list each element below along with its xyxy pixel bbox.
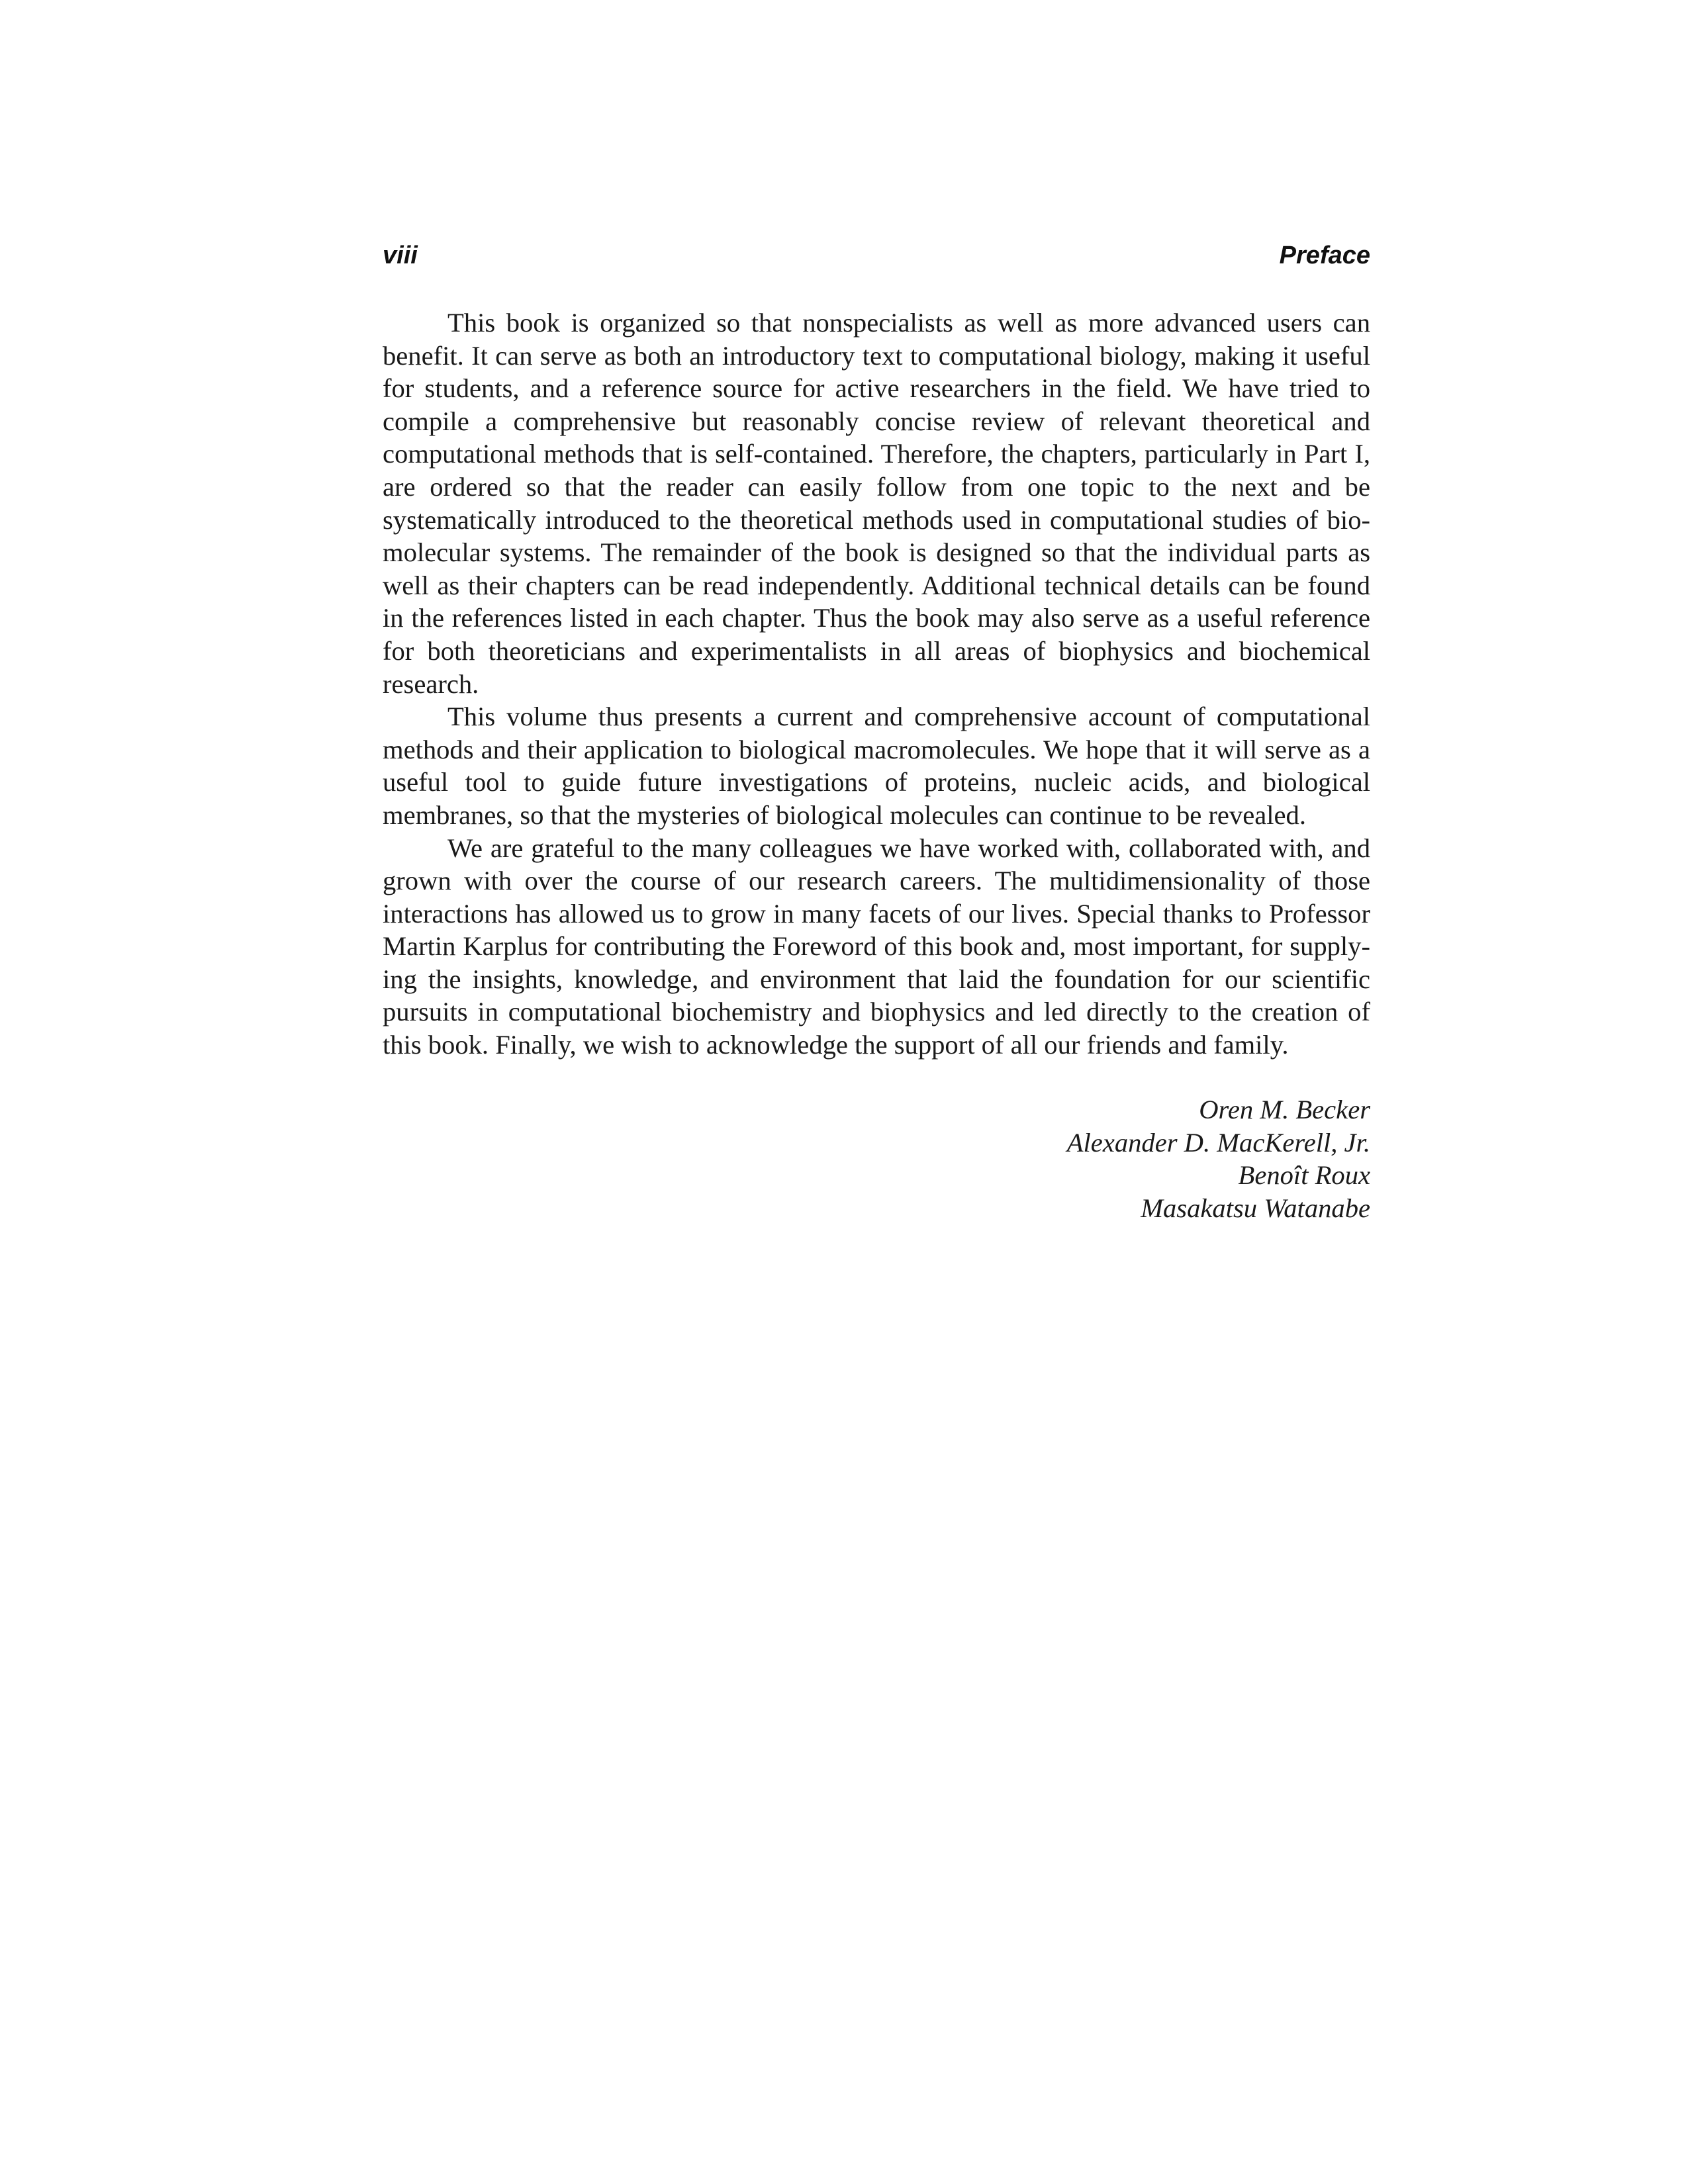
section-title: Preface [1279, 242, 1370, 269]
author-name: Oren M. Becker [1199, 1095, 1370, 1124]
paragraph-3: We are grateful to the many colleagues we have worked with, collaborated with, and grown with over the course of our research careers. The multidimensionality of those interactions has allowed us to grow in many facets of our lives. Special thanks to Professor Martin Karplus for contributing the Foreword of this book and, most important, for supplying the insights, knowledge, and environment that laid the foundation for our scientific pursuits in computational biochemistry and biophysics and led directly to the creation of this book. Finally, we wish to acknowledge the support of all our friends and family. [383, 833, 1370, 1060]
paragraph-2: This volume thus presents a current and comprehensive account of computational methods and their application to biological macromolecules. We hope that it will serve as a useful tool to guide future investigations of proteins, nucleic acids, and biological membranes, so that the mysteries of biological molecules can continue to be revealed. [383, 702, 1370, 830]
paragraph-1: This book is organized so that nonspecialists as well as more advanced users can benefit. It can serve as both an introductory text to computational biology, making it useful for students, and a reference source for active researchers in the field. We have tried to compile a comprehensive but reasonably concise review of relevant theoretical and computational methods that is self-contained. Therefore, the chapters, particularly in Part I, are ordered so that the reader can easily follow from one topic to the next and be systematically introduced to the theoretical methods used in computational studies of biomolecular systems. The remainder of the book is designed so that the individual parts as well as their chapters can be read independently. Additional technical details can be found in the references listed in each chapter. Thus the book may also serve as a useful reference for both theoreticians and experimentalists in all areas of biophysics and biochemical research. [383, 308, 1370, 699]
author-name: Masakatsu Watanabe [1141, 1193, 1370, 1223]
author-signatures [861, 1093, 1370, 1224]
author-name: Benoît Roux [1238, 1160, 1370, 1191]
running-head [383, 242, 1370, 281]
page-number: viii [383, 242, 418, 269]
preface-body [383, 306, 1370, 1062]
author-name: Alexander D. MacKerell, Jr. [1066, 1127, 1370, 1158]
